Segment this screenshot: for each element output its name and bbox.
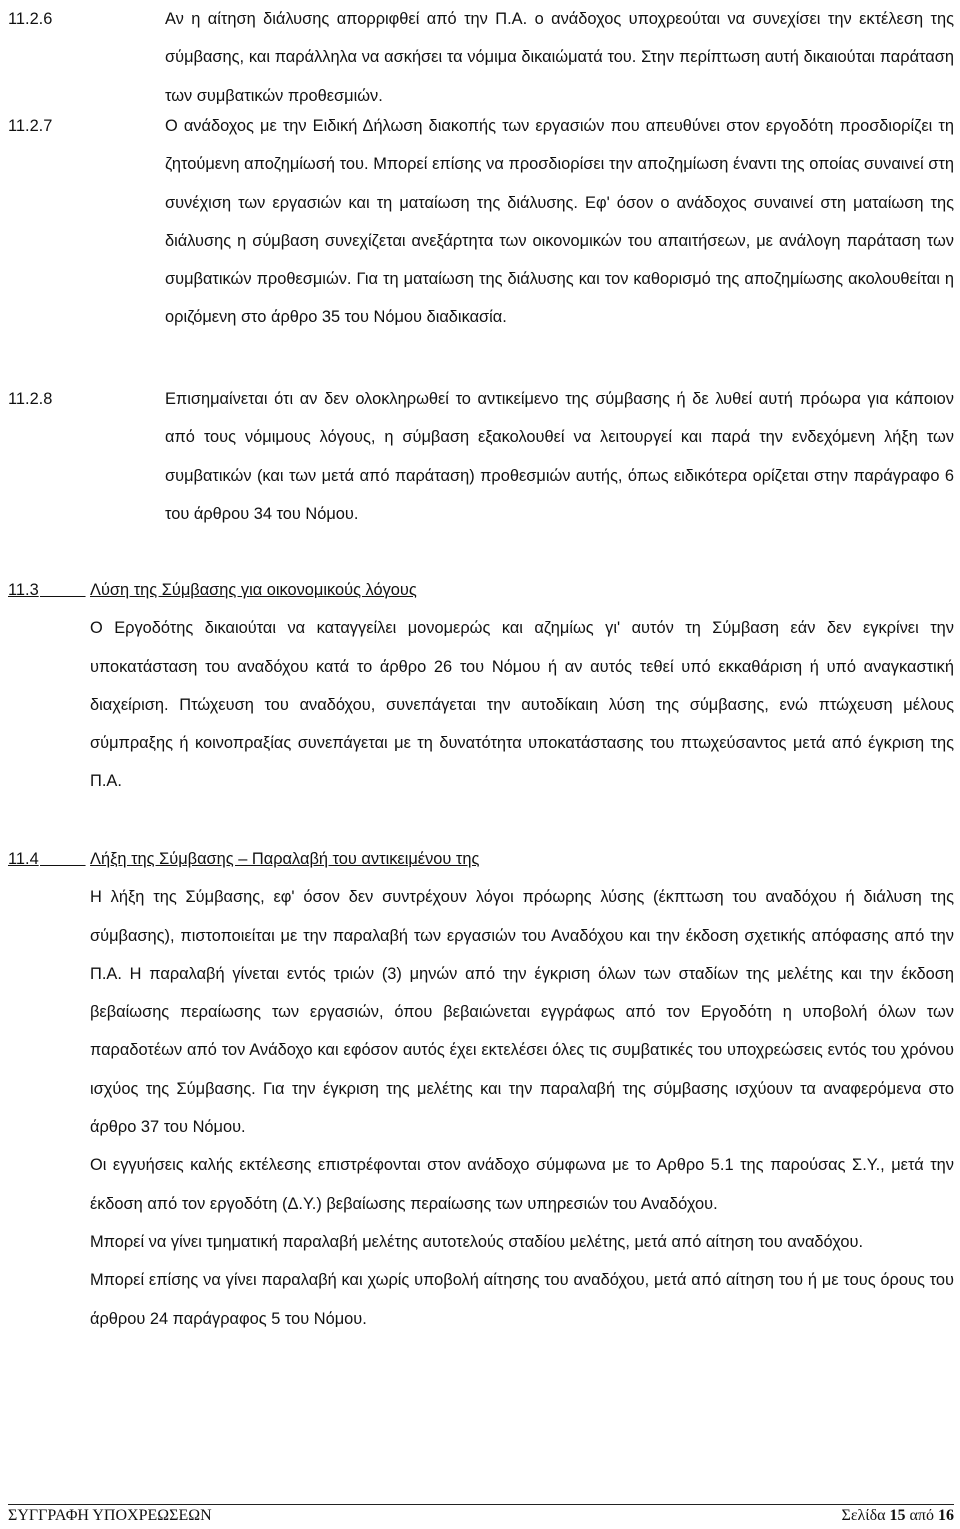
footer-page-of: από (909, 1507, 934, 1524)
subsection-text: Επισημαίνεται ότι αν δεν ολοκληρωθεί το αντικείμενο της σύμβασης ή δε λυθεί αυτή πρόωρα για κάποιον από τους νόμιμους λόγους, η σύμβαση εξακολουθεί να λειτουργεί και παρά την ενδεχόμενη λήξη των συμβατικών (και των μετά από παράταση) προθεσμιών αυτής, όπως ειδικότερα ορίζεται στην παράγραφο 6 του άρθρου 34 του Νόμου. (165, 390, 954, 523)
page-footer (8, 1504, 954, 1529)
footer-page-word: Σελίδα (841, 1507, 886, 1524)
subsection-text: Αν η αίτηση διάλυσης απορριφθεί από την Π.Α. ο ανάδοχος υποχρεούται να συνεχίσει την εκτέλεση της σύμβασης, και παράλληλα να ασκήσει τα νόμιμα δικαιώματά του. Στην περίπτωση αυτή δικαιούται παράταση των συμβατικών προθεσμιών. (165, 10, 954, 105)
heading-underline-gap (40, 571, 90, 609)
footer-document-title: ΣΥΓΓΡΑΦΗ ΥΠΟΧΡΕΩΣΕΩΝ (8, 1507, 212, 1524)
subsection-number: 11.2.7 (8, 117, 53, 135)
footer-page-current: 15 (889, 1507, 906, 1524)
section-title: Λήξη της Σύμβασης – Παραλαβή του αντικειμένου της (90, 850, 480, 868)
subsection-number: 11.2.8 (8, 390, 53, 408)
section-title: Λύση της Σύμβασης για οικονομικούς λόγους (90, 581, 417, 599)
heading-underline-gap (40, 840, 90, 878)
subsection-number: 11.2.6 (8, 10, 53, 28)
subsection-11-2-7 (8, 107, 954, 337)
section-paragraph: Μπορεί επίσης να γίνει παραλαβή και χωρίς υποβολή αίτησης του αναδόχου, μετά από αίτηση του ή με τους όρους του άρθρου 24 παράγραφος 5 του Νόμου. (90, 1271, 954, 1328)
subsection-11-2-6 (8, 0, 954, 115)
footer-page-number (842, 1507, 954, 1525)
section-11-3 (8, 571, 954, 801)
section-number: 11.4 (8, 850, 39, 868)
subsection-11-2-8 (8, 380, 954, 533)
subsection-text: Ο ανάδοχος με την Ειδική Δήλωση διακοπής των εργασιών που απευθύνει στον εργοδότη προσδιορίζει τη ζητούμενη αποζημίωσή του. Μπορεί επίσης να προσδιορίσει την αποζημίωση έναντι της οποίας συναινεί στη συνέχιση των εργασιών και τη ματαίωση της διάλυσης. Εφ' όσον ο ανάδοχος συναινεί στη ματαίωση της διάλυσης η σύμβαση συνεχίζεται ανεξάρτητα των οικονομικών του απαιτήσεων, με ανάλογη παράταση των συμβατικών προθεσμιών. Για τη ματαίωση της διάλυσης και τον καθορισμό της αποζημίωσης ακολουθείται η οριζόμενη στο άρθρο 35 του Νόμου διαδικασία. (165, 117, 954, 327)
section-11-4 (8, 840, 954, 1338)
section-paragraph: Μπορεί να γίνει τμηματική παραλαβή μελέτης αυτοτελούς σταδίου μελέτης, μετά από αίτηση του αναδόχου. (90, 1232, 864, 1251)
section-paragraph: Ο Εργοδότης δικαιούται να καταγγείλει μονομερώς και αζημίως γι' αυτόν τη Σύμβαση εάν δεν εγκρίνει την υποκατάσταση του αναδόχου κατά το άρθρο 26 του Νόμου ή αν αυτός τεθεί υπό εκκαθάριση ή υπό αναγκαστική διαχείριση. Πτώχευση του αναδόχου, συνεπάγεται την αυτοδίκαιη λύση της σύμβασης, ενώ πτώχευση μέλους σύμπραξης ή κοινοπραξίας συνεπάγεται με τη δυνατότητα υποκατάστασης του πτωχεύσαντος μετά από έγκριση της Π.Α. (90, 619, 954, 791)
section-paragraph: Οι εγγυήσεις καλής εκτέλεσης επιστρέφονται στον ανάδοχο σύμφωνα με το Αρθρο 5.1 της παρούσας Σ.Υ., μετά την έκδοση από τον εργοδότη (Δ.Υ.) βεβαίωσης περαίωσης των υπηρεσιών του Αναδόχου. (90, 1156, 954, 1213)
section-heading (8, 840, 954, 878)
section-paragraph: Η λήξη της Σύμβασης, εφ' όσον δεν συντρέχουν λόγοι πρόωρης λύσης (έκπτωση του αναδόχου ή διάλυση της σύμβασης), πιστοποιείται με την παραλαβή των εργασιών του Αναδόχου και την έκδοση σχετικής απόφασης από την Π.Α. Η παραλαβή γίνεται εντός τριών (3) μηνών από την έγκριση όλων των σταδίων της μελέτης και την έκδοση βεβαίωσης περαίωσης των εργασιών, όπου βεβαιώνεται εγγράφως από τον Εργοδότη η υποβολή όλων των παραδοτέων από τον Ανάδοχο και εφόσον αυτός έχει εκτελέσει όλες τις συμβατικές του υποχρεώσεις εντός του χρόνου ισχύος της Σύμβασης. Για την έγκριση της μελέτης και την παραλαβή της σύμβασης ισχύουν τα αναφερόμενα στο άρθρο 37 του Νόμου. (90, 888, 954, 1137)
section-heading (8, 571, 954, 609)
footer-page-total: 16 (938, 1507, 954, 1524)
section-number: 11.3 (8, 581, 39, 599)
